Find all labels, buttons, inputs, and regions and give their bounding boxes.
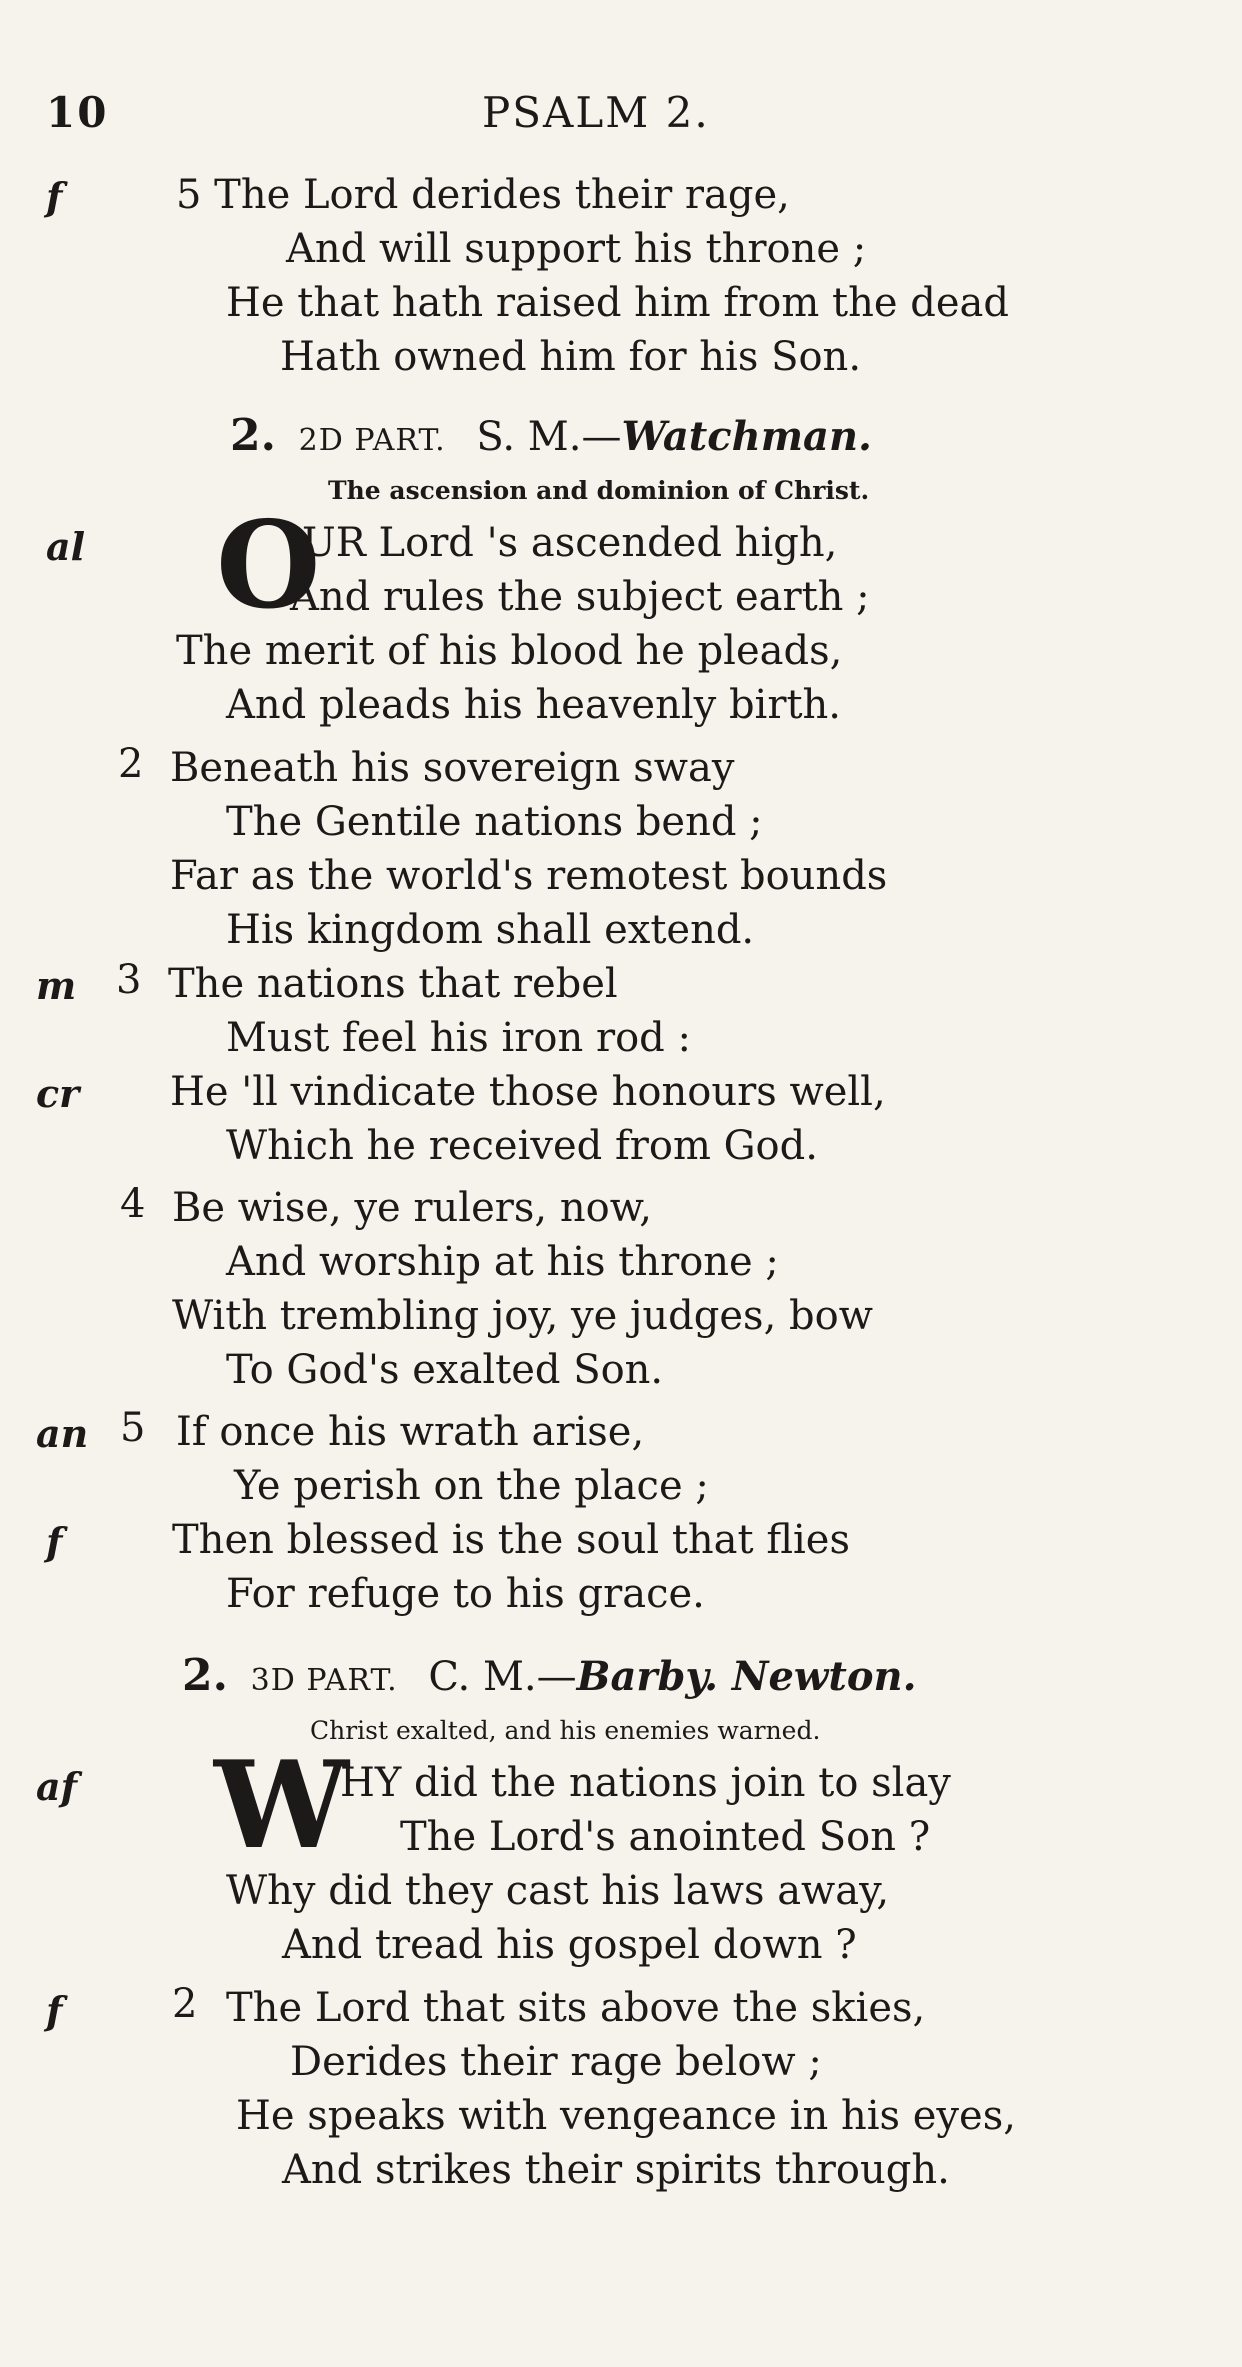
dynamic-mark: al [46, 524, 86, 569]
verse-number: 2 [172, 1981, 198, 2027]
part-label: 3D PART. [250, 1663, 398, 1698]
verse-line: His kingdom shall extend. [226, 907, 755, 953]
tune-name: Barby. Newton. [576, 1653, 917, 1700]
page-title: PSALM 2. [482, 88, 710, 137]
section-subtitle: Christ exalted, and his enemies warned. [310, 1716, 821, 1745]
verse-line: The Lord's anointed Son ? [400, 1814, 931, 1860]
verse-line: To God's exalted Son. [226, 1347, 664, 1393]
verse-line: Which he received from God. [226, 1123, 818, 1169]
verse-line: For refuge to his grace. [226, 1571, 705, 1617]
drop-cap: O [216, 495, 321, 636]
section-heading [182, 1650, 917, 1701]
verse-line: And pleads his heavenly birth. [226, 682, 842, 728]
verse-line: He that hath raised him from the dead [226, 280, 1009, 326]
section-subtitle: The ascension and dominion of Christ. [328, 476, 870, 505]
dynamic-mark: an [36, 1411, 89, 1456]
verse-line: UR Lord 's ascended high, [302, 520, 838, 566]
verse-line: And tread his gospel down ? [282, 1922, 857, 1968]
verse-line: Why did they cast his laws away, [226, 1868, 890, 1914]
page-number: 10 [46, 88, 109, 137]
dynamic-mark: f [46, 1988, 63, 2033]
dynamic-mark: m [36, 963, 77, 1008]
meter-label: S. M.— [476, 414, 622, 460]
section-number: 2. [182, 1650, 228, 1701]
verse-line: Be wise, ye rulers, now, [172, 1185, 652, 1231]
verse-line: With trembling joy, ye judges, bow [172, 1293, 873, 1339]
meter-label: C. M.— [428, 1654, 577, 1700]
verse-number: 5 [120, 1405, 146, 1451]
verse-line: And strikes their spirits through. [282, 2147, 950, 2193]
verse-line: The Gentile nations bend ; [226, 799, 763, 845]
dynamic-mark: af [36, 1764, 77, 1809]
verse-line: The Lord that sits above the skies, [226, 1985, 926, 2031]
dynamic-mark: f [46, 174, 63, 219]
verse-line: He 'll vindicate those honours well, [170, 1069, 886, 1115]
tune-name: Watchman. [621, 413, 872, 460]
verse-line: Must feel his iron rod : [226, 1015, 691, 1061]
verse-line: And will support his throne ; [286, 226, 867, 272]
dynamic-mark: cr [36, 1071, 80, 1116]
verse-line: Hath owned him for his Son. [280, 334, 862, 380]
section-heading [230, 410, 872, 461]
verse-line: And worship at his throne ; [226, 1239, 779, 1285]
verse-line: Then blessed is the soul that flies [172, 1517, 850, 1563]
part-label: 2D PART. [298, 423, 446, 458]
verse-line: 5 The Lord derides their rage, [176, 172, 790, 218]
drop-cap: W [214, 1735, 349, 1876]
verse-line: Derides their rage below ; [290, 2039, 822, 2085]
verse-line: He speaks with vengeance in his eyes, [236, 2093, 1016, 2139]
verse-line: Far as the world's remotest bounds [170, 853, 888, 899]
verse-line: If once his wrath arise, [176, 1409, 645, 1455]
verse-number: 3 [116, 957, 142, 1003]
verse-number: 4 [120, 1181, 146, 1227]
verse-number: 2 [118, 741, 144, 787]
verse-line: The merit of his blood he pleads, [176, 628, 843, 674]
section-number: 2. [230, 410, 276, 461]
verse-line: Ye perish on the place ; [234, 1463, 709, 1509]
verse-line: HY did the nations join to slay [340, 1760, 951, 1806]
verse-line: And rules the subject earth ; [290, 574, 870, 620]
dynamic-mark: f [46, 1519, 63, 1564]
verse-line: Beneath his sovereign sway [170, 745, 735, 791]
verse-line: The nations that rebel [168, 961, 618, 1007]
